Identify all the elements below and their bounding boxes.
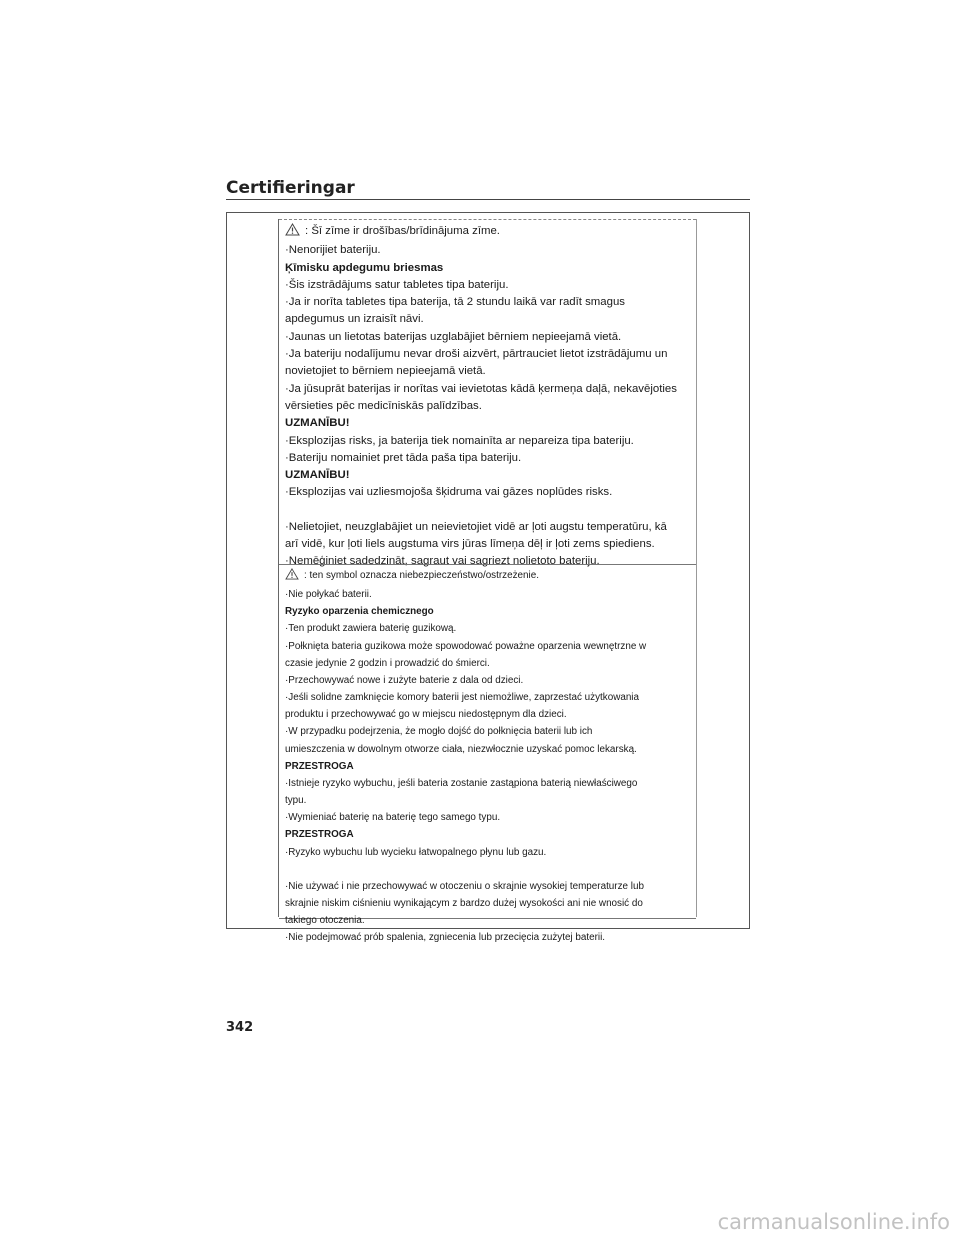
text-line: arī vidē, kur ļoti liels augstuma virs jūras līmeņa dēļ ir ļoti zems spiediens.: [285, 538, 655, 551]
text-line: ·Šis izstrādājums satur tabletes tipa bateriju.: [285, 278, 509, 291]
text-line: ·Połknięta bateria guzikowa może spowodować poważne oparzenia wewnętrzne w: [285, 640, 647, 652]
section-heading: Ķīmisku apdegumu briesmas: [285, 261, 444, 274]
section-heading: Ryzyko oparzenia chemicznego: [285, 606, 434, 618]
text-line: ·Ja bateriju nodalījumu nevar droši aizvērt, pārtrauciet lietot izstrādājumu un: [285, 348, 668, 361]
text-line: vērsieties pēc medicīniskās palīdzības.: [285, 399, 482, 412]
spacer: [285, 502, 693, 519]
text-line: umieszczenia w dowolnym otworze ciała, niezwłocznie uzyskać pomoc lekarską.: [285, 743, 637, 755]
section-heading: PRZESTROGA: [285, 829, 354, 841]
symbol-explanation-line: [285, 223, 693, 242]
page-number: 342: [226, 1020, 254, 1035]
watermark: carmanualsonline.info: [717, 1210, 950, 1234]
section-heading: UZMANĪBU!: [285, 469, 350, 482]
text-line: skrajnie niskim ciśnieniu wynikającym z bardzo dużej wysokości ani nie wnosić do: [285, 897, 643, 909]
warning-triangle-icon: [285, 223, 300, 242]
text-line: ·Nenorijiet bateriju.: [285, 244, 381, 257]
text-line: apdegumus un izraisīt nāvi.: [285, 313, 424, 326]
text-line: ·Wymieniać baterię na baterię tego samego typu.: [285, 812, 501, 824]
text-line: ·Ryzyko wybuchu lub wycieku łatwopalnego płynu lub gazu.: [285, 846, 547, 858]
title-divider: [226, 199, 750, 200]
text-line: ·Istnieje ryzyko wybuchu, jeśli bateria zostanie zastąpiona baterią niewłaściwego: [285, 777, 638, 789]
text-line: ·Przechowywać nowe i zużyte baterie z dala od dzieci.: [285, 674, 524, 686]
polish-warning-block: [279, 564, 696, 944]
text-line: produktu i przechowywać go w miejscu niedostępnym dla dzieci.: [285, 709, 567, 721]
text-line: ·Jeśli solidne zamknięcie komory baterii jest niemożliwe, zaprzestać użytkowania: [285, 692, 639, 704]
text-line: ·Ja ir norīta tabletes tipa baterija, tā 2 stundu laikā var radīt smagus: [285, 296, 625, 309]
symbol-explanation-line: [285, 567, 695, 586]
text-line: typu.: [285, 795, 307, 807]
text-line: ·Ten produkt zawiera baterię guzikową.: [285, 623, 457, 635]
certificate-sheet: [278, 219, 697, 944]
text-line: novietojiet to bērniem nepieejamā vietā.: [285, 365, 486, 378]
text-line: ·Nelietojiet, neuzglabājiet un neievietojiet vidē ar ļoti augstu temperatūru, kā: [285, 520, 667, 533]
text-line: ·Jaunas un lietotas baterijas uzglabājiet bērniem nepieejamā vietā.: [285, 330, 622, 343]
text-line: takiego otoczenia.: [285, 914, 365, 926]
text-line: ·W przypadku podejrzenia, że mogło dojść do połknięcia baterii lub ich: [285, 726, 593, 738]
text-line: ·Eksplozijas vai uzliesmojoša šķidruma vai gāzes noplūdes risks.: [285, 486, 613, 499]
section-heading: PRZESTROGA: [285, 760, 354, 772]
text-line: ·Eksplozijas risks, ja baterija tiek nomainīta ar nepareiza tipa bateriju.: [285, 434, 634, 447]
warning-triangle-icon: [285, 568, 299, 586]
section-title: Certifieringar: [226, 178, 355, 198]
text-line: ·Nie połykać baterii.: [285, 589, 372, 601]
text-line: czasie jedynie 2 godzin i prowadzić do śmierci.: [285, 657, 490, 669]
section-heading: UZMANĪBU!: [285, 417, 350, 430]
text-line: ·Ja jūsuprāt baterijas ir norītas vai ievietotas kādā ķermeņa daļā, nekavējoties: [285, 382, 677, 395]
text-line: ·Nie podejmować prób spalenia, zgniecenia lub przecięcia zużytej baterii.: [285, 932, 606, 944]
latvian-warning-block: [279, 219, 696, 568]
text-line: ·Bateriju nomainiet pret tāda paša tipa bateriju.: [285, 451, 522, 464]
text-line: ·Nie używać i nie przechowywać w otoczeniu o skrajnie wysokiej temperaturze lub: [285, 880, 644, 892]
symbol-explanation-text: : ten symbol oznacza niebezpieczeństwo/ostrzeżenie.: [304, 570, 539, 581]
spacer: [285, 861, 695, 878]
text-line: ·Nemēģiniet sadedzināt, sagraut vai sagriezt nolietoto bateriju.: [285, 555, 600, 568]
symbol-explanation-text: : Šī zīme ir drošības/brīdinājuma zīme.: [305, 225, 500, 237]
